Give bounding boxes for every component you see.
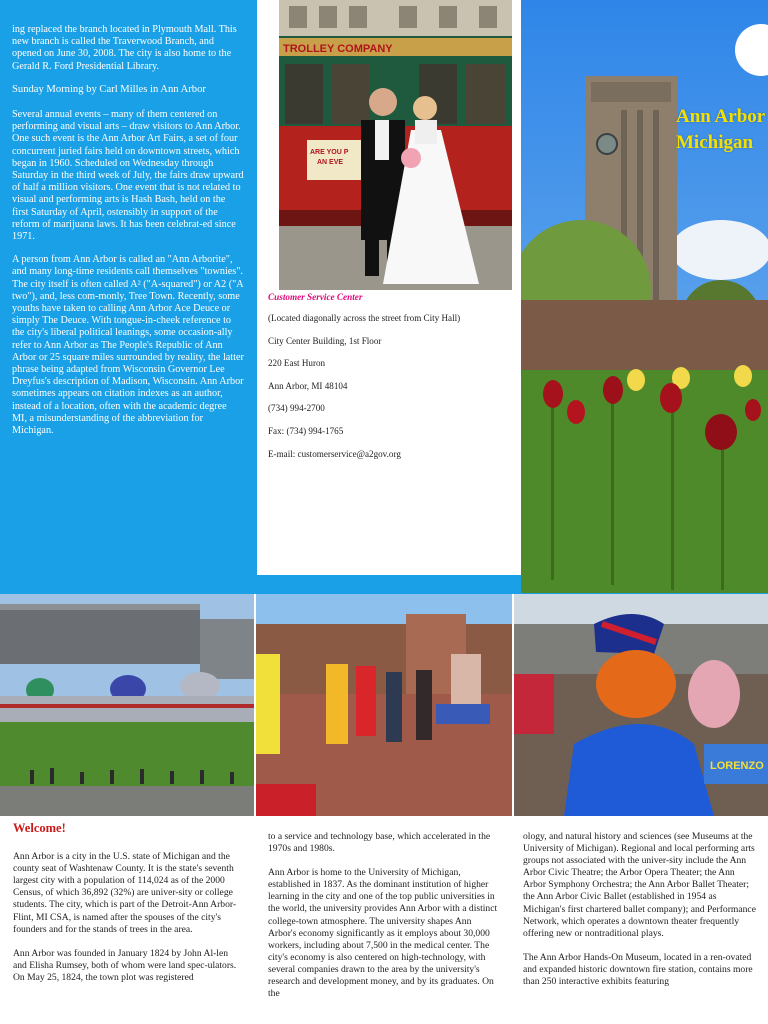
clock-tower-photo [521,0,768,593]
service-street: 220 East Huron [268,358,326,369]
art-fair-photo [0,594,254,816]
library-paragraph: ing replaced the branch located in Plymouth Mall. This new branch is called the Traverwood Branch, and opened on June 30, 2008. The city is also home to the Gerald R. Ford Presidential Library. [12,24,237,72]
service-fax: Fax: (734) 994-1765 [268,425,344,436]
service-city: Ann Arbor, MI 48104 [268,380,348,391]
street-performer-photo [514,594,768,816]
article-column-3 [523,831,759,1000]
events-paragraph: Several annual events – many of them centered on performing and visual arts – draw visitors to Ann Arbor. One such event is the Ann Arbor Art Fairs, a set of four concurrent juried fairs held on downtown streets, which began in 1960. Scheduled on Wednesday through Saturday in the third week of July, the fairs draw upward of half a million visitors. One event that is not related to visual and performing arts is Hash Bash, held on the first Saturday of April, ostensibly in support of the reform of marijuana laws. It has been celebrat-ed since 1971. [12,109,244,243]
article-museum-paragraph: The Ann Arbor Hands-On Museum, located in a ren-ovated and expanded historic downtown fire station, contains more than 250 interactive exhibits featuring [523,951,753,988]
service-email[interactable]: E-mail: customerservice@a2gov.org [268,448,401,459]
welcome-heading: Welcome! [13,821,66,835]
performer-sign-text: LORENZO [710,760,764,772]
service-building: City Center Building, 1st Floor [268,335,382,346]
hero-title-line1: Ann Arbor [676,106,766,127]
hero-title-line2: Michigan [676,132,754,153]
service-phone: (734) 994-2700 [268,403,325,414]
service-title: Customer Service Center [268,292,363,302]
article-arts-paragraph: ology, and natural history and sciences (see Museums at the University of Michigan). Regional and local performing arts groups not associated with the univer-sity include the Ann Arbor Civic Theatre; the Arbor Opera Theater; the Ann Arbor Symphony Orchestra; the Ann Arbor Ballet Theater; the Ann Arbor Civic Ballet (established in 1954 as Michigan's first chartered ballet company); and Performance Network, which operates a downtown theater frequently offering new or nontraditional plays. [523,831,756,939]
vertical-divider [256,0,257,575]
customer-service-block [268,292,513,471]
sculpture-caption: Sunday Morning by Carl Milles in Ann Arbor [12,83,206,95]
article-university-paragraph: Ann Arbor is home to the University of Michigan, established in 1837. As the dominant institution of higher learning in the city and one of the top public universities in the world, the university provides Ann Arbor with a distinct college-town atmosphere. The university shapes Ann Arbor's economy significantly as it employs about 30,000 workers, including about 7,500 in the medical center. The city's economy is also centered on high-technology, with several companies drawn to the area by the university's research and development money, and by its graduates. On the [268,867,498,1000]
article-column-1 [13,822,243,996]
residents-paragraph: A person from Ann Arbor is called an "Ann Arborite", and many long-time residents call themselves "townies". The city itself is often called A² ("A-squared") or A2 ("A two"), and, less com-monly, Tree Town. Recently, some youths have taken to calling Ann Arbor Ace Deuce or simply The Deuce. With tongue-in-cheek reference to the city's liberal political leanings, some occasion-ally refer to Ann Arbor as The People's Republic of Ann Arbor or 25 square miles surrounded by reality, the latter phrase being adapted from Wisconsin Governor Lee Dreyfus's description of Madison, Wisconsin. Ann Arbor sometimes appears on citation indexes as an author, instead of a location, often with the academic degree MI, a misunderstanding of the abbreviation for Michigan. [12,254,244,437]
service-location: (Located diagonally across the street from City Hall) [268,313,461,323]
wedding-trolley-photo [279,0,512,290]
trolley-poster-line2: AN EVE [317,159,344,166]
article-economy-lead: to a service and technology base, which accelerated in the 1970s and 1980s. [268,831,491,855]
trolley-poster-line1: ARE YOU P [310,149,349,156]
article-intro-paragraph: Ann Arbor is a city in the U.S. state of Michigan and the county seat of Washtenaw County. It is the state's seventh largest city with a population of 114,024 as of the 2000 Census, of which 36,892 (32%) are univer-sity or college students. The city, which is part of the Detroit-Ann Arbor-Flint, MI CSA, is named after the spouses of the city's founders and for the stands of trees in the area. [13,851,237,935]
trolley-sign-text: TROLLEY COMPANY [283,43,393,55]
left-text-column [0,0,256,575]
article-founding-paragraph: Ann Arbor was founded in January 1824 by John Al-len and Elisha Rumsey, both of whom were land spec-ulators. On May 25, 1824, the town plot was registered [13,947,237,983]
article-column-2 [268,831,500,1012]
hash-bash-crowd-photo [256,594,512,816]
hero-title [676,104,765,156]
